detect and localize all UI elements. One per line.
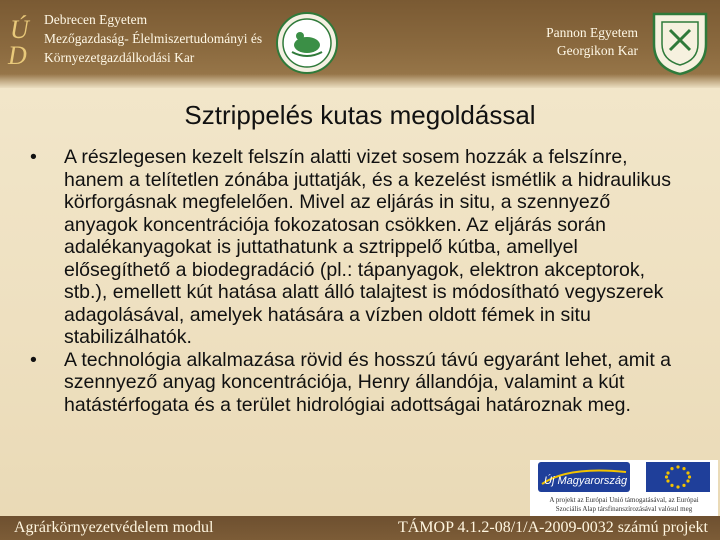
university-seal-icon bbox=[276, 12, 338, 74]
eu-flag-icon bbox=[646, 462, 710, 492]
slide-title: Sztrippelés kutas megoldással bbox=[184, 100, 536, 130]
footer-band bbox=[0, 516, 720, 540]
bullet-item bbox=[28, 146, 678, 349]
eu-caption: A projekt az Európai Unió támogatásával, az Európai Szociális Alap társfinanszírozásával valósul meg bbox=[549, 496, 699, 513]
bullet-text: A részlegesen kezelt felszín alatti vizet sosem hozzák a felszínre, hanem a telítetlen zónába juttatják, és a kezelést ismétlik a hidraulikus körforgásnak megfelelően. Mivel az eljárás in situ, a szennyező anyagok koncentrációja fokozatosan csökken. Az eljárás során adalékanyagokat is juttathatunk a sztrippelő kútba, amellyel elősegíthető a biodegradáció (pl.: tápanyagok, elektron akceptorok, stb.), emellett kút hatása alatt álló talajtest is módosítható vegyszerek adagolásával, amelyek hatására a vízben oldott fémek in situ stabilizálhatók. bbox=[64, 146, 671, 348]
bullet-marker: • bbox=[30, 348, 37, 371]
right-institution-line-1: Pannon Egyetem bbox=[546, 25, 638, 40]
left-institution-line-3: Környezetgazdálkodási Kar bbox=[44, 50, 195, 65]
left-institution-line-1: Debrecen Egyetem bbox=[44, 12, 148, 27]
right-institution-line-2: Georgikon Kar bbox=[556, 43, 638, 58]
footer-module-name: Agrárkörnyezetvédelem modul bbox=[14, 519, 214, 536]
footer-project-id: TÁMOP 4.1.2-08/1/A-2009-0032 számú projekt bbox=[397, 519, 708, 536]
svg-text:D: D bbox=[8, 41, 27, 68]
uj-magyarorszag-logo bbox=[538, 462, 630, 492]
bullet-item bbox=[28, 349, 678, 417]
georgikon-crest-icon bbox=[648, 10, 712, 76]
svg-text:Ú: Ú bbox=[10, 15, 29, 44]
bullet-marker: • bbox=[30, 146, 37, 168]
du-logo bbox=[6, 8, 40, 68]
uj-magyarorszag-label: Új Magyarország bbox=[544, 475, 628, 487]
header-band bbox=[0, 0, 720, 88]
bullet-text: A technológia alkalmazása rövid és hosszú távú egyaránt lehet, amit a szennyező anyag koncentrációja, Henry állandója, valamint a kút hatástérfogata és a terület hidrológiai adottságai határoznak meg. bbox=[64, 348, 672, 416]
slide-content bbox=[28, 146, 678, 416]
left-institution-line-2: Mezőgazdaság- Élelmiszertudományi és bbox=[44, 31, 263, 46]
right-institution-name bbox=[508, 24, 638, 60]
left-institution-name bbox=[44, 10, 262, 67]
